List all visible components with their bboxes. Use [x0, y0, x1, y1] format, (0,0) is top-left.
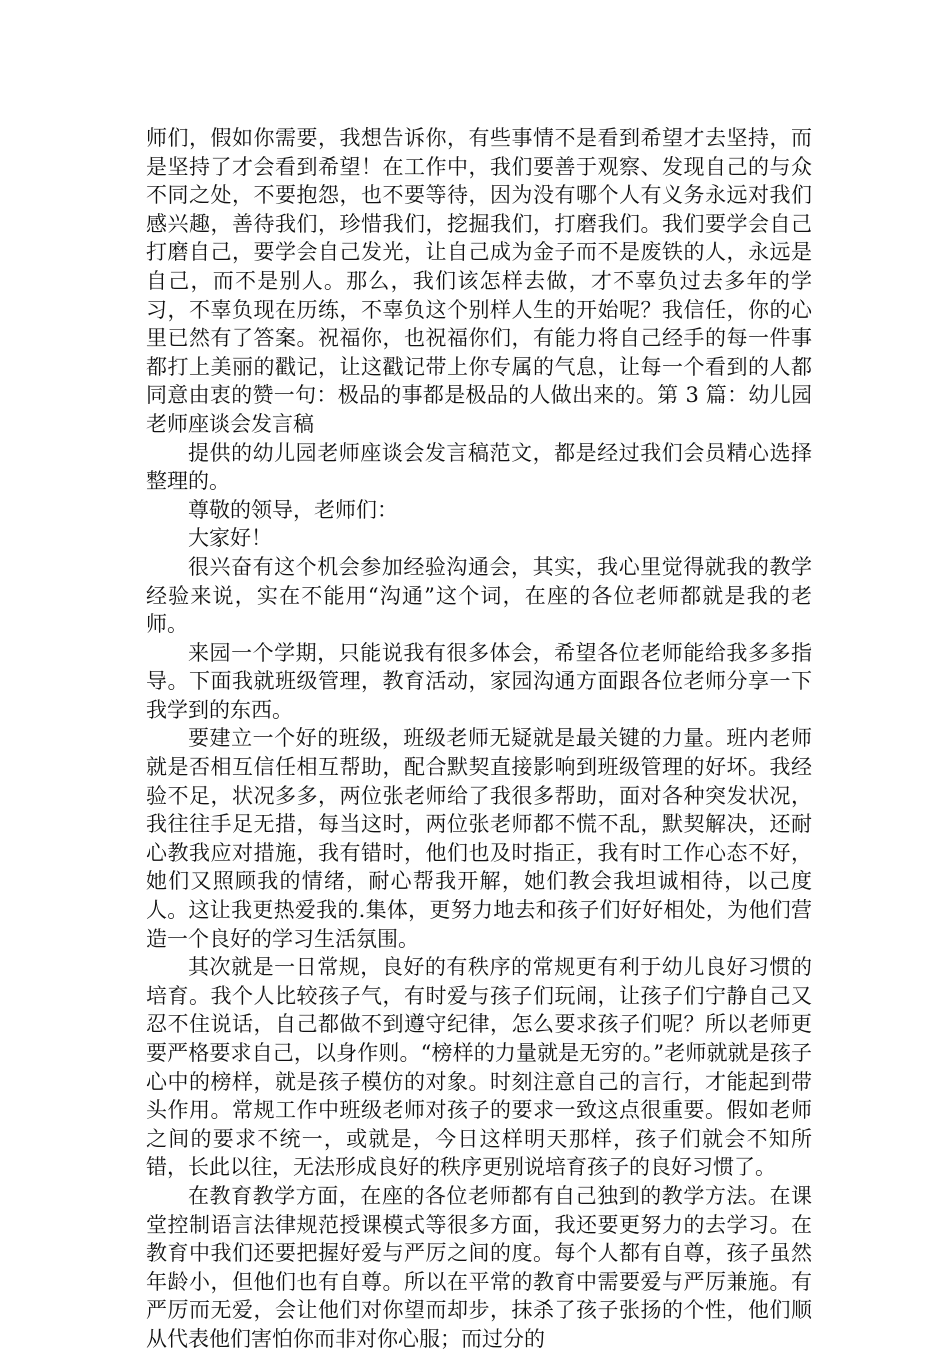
paragraph-class-management: 要建立一个好的班级，班级老师无疑就是最关键的力量。班内老师就是否相互信任相互帮助，配合默契直接影响到班级管理的好坏。我经验不足，状况多多，两位张老师给了我很多帮助，面对各种突发状况，我往往手足无措，每当这时，两位张老师都不慌不乱，默契解决，还耐心教我应对措施，我有错时，他们也及时指正，我有时工作心态不好，她们又照顾我的情绪，耐心帮我开解，她们教会我坦诚相待，以己度人。这让我更热爱我的.集体，更努力地去和孩子们好好相处，为他们营造一个良好的学习生活氛围。	[146, 726, 812, 951]
paragraph-salutation: 尊敬的领导，老师们：	[188, 497, 398, 522]
paragraph-semester: 来园一个学期，只能说我有很多体会，希望各位老师能给我多多指导。下面我就班级管理，教育活动，家园沟通方面跟各位老师分享一下我学到的东西。	[146, 640, 812, 722]
paragraph-continued: 师们，假如你需要，我想告诉你，有些事情不是看到希望才去坚持，而是坚持了才会看到希望！在工作中，我们要善于观察、发现自己的与众不同之处，不要抱怨，也不要等待，因为没有哪个人有义务永远对我们感兴趣，善待我们，珍惜我们，挖掘我们，打磨我们。我们要学会自己打磨自己，要学会自己发光，让自己成为金子而不是废铁的人，永远是自己，而不是别人。那么，我们该怎样去做，才不辜负过去多年的学习，不辜负现在历练，不辜负这个别样人生的开始呢？我信任，你的心里已然有了答案。祝福你，也祝福你们，有能力将自己经手的每一件事都打上美丽的戳记，让这戳记带上你专属的气息，让每一个看到的人都同意由衷的赞一句：极品的事都是极品的人做出来的。第 3 篇：幼儿园老师座谈会发言稿	[146, 126, 812, 436]
paragraph-greeting: 大家好！	[188, 526, 272, 551]
paragraph-intro: 提供的幼儿园老师座谈会发言稿范文，都是经过我们会员精心选择整理的。	[146, 440, 812, 494]
paragraph-daily-routine: 其次就是一日常规，良好的有秩序的常规更有利于幼儿良好习惯的培育。我个人比较孩子气，有时爱与孩子们玩闹，让孩子们宁静自己又忍不住说话，自己都做不到遵守纪律，怎么要求孩子们呢？所以老师更要严格要求自己，以身作则。“榜样的力量就是无穷的。”老师就就是孩子心中的榜样，就是孩子模仿的对象。时刻注意自己的言行，才能起到带头作用。常规工作中班级老师对孩子的要求一致这点很重要。假如老师之间的要求不统一，或就是，今日这样明天那样，孩子们就会不知所错，长此以往，无法形成良好的秩序更别说培育孩子的良好习惯了。	[146, 955, 812, 1180]
paragraph-teaching: 在教育教学方面，在座的各位老师都有自己独到的教学方法。在课堂控制语言法律规范授课模式等很多方面，我还要更努力的去学习。在教育中我们还要把握好爱与严厉之间的度。每个人都有自尊，孩子虽然年龄小，但他们也有自尊。所以在平常的教育中需要爱与严厉兼施。有严厉而无爱，会让他们对你望而却步，抹杀了孩子张扬的个性，他们顺从代表他们害怕你而非对你心服；而过分的	[146, 1183, 812, 1351]
document-body	[146, 124, 812, 1354]
paragraph-opening: 很兴奋有这个机会参加经验沟通会，其实，我心里觉得就我的教学经验来说，实在不能用“沟通”这个词，在座的各位老师都就是我的老师。	[146, 554, 812, 637]
